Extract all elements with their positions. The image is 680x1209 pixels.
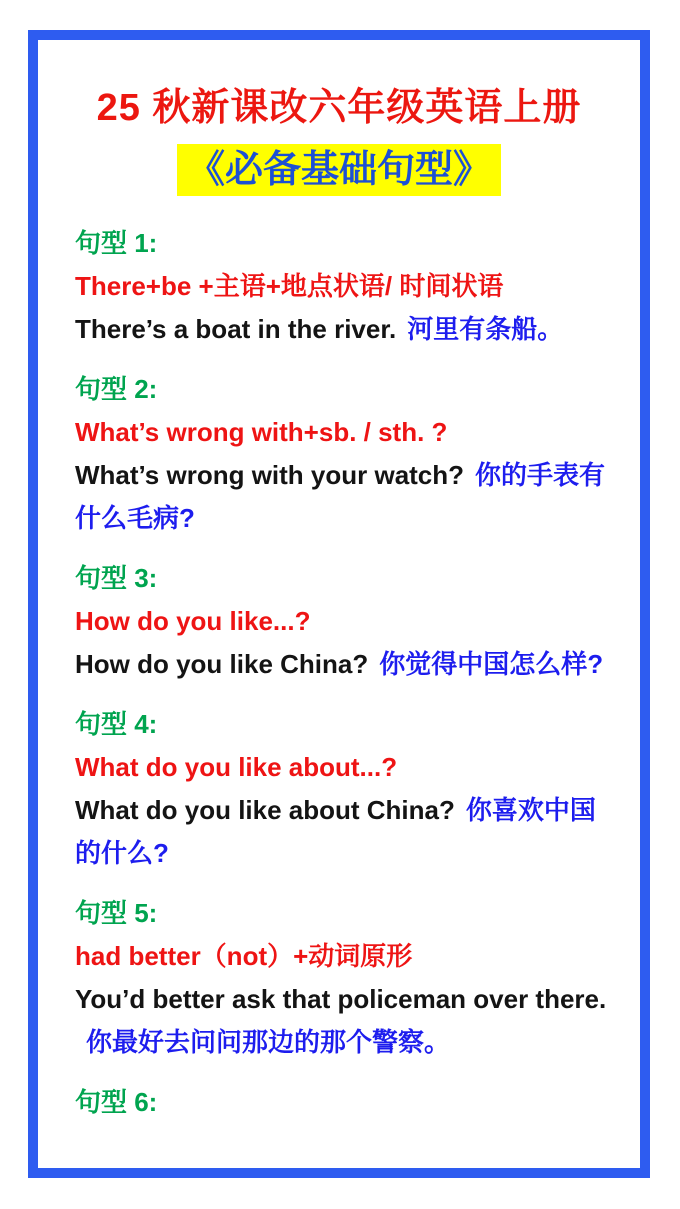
example-english: What do you like about China?: [75, 795, 455, 825]
pattern-section: [75, 368, 614, 540]
section-label: 句型 6:: [75, 1087, 158, 1117]
example-translation: 河里有条船。: [407, 314, 564, 344]
page-title: 25 秋新课改六年级英语上册: [96, 87, 582, 129]
pattern-section: [75, 892, 614, 1064]
page-subtitle-highlight: 《必备基础句型》: [177, 144, 501, 196]
section-label: 句型 5:: [75, 898, 158, 928]
pattern-formula: had better（not）+动词原形: [75, 941, 413, 971]
example-sentence: [75, 789, 614, 875]
section-label: 句型 4:: [75, 709, 158, 739]
example-sentence: [75, 454, 614, 540]
example-translation: 你的手表有什么毛病?: [75, 460, 606, 533]
example-english: You’d better ask that policeman over there.: [75, 984, 607, 1014]
pattern-section: [75, 557, 614, 686]
pattern-formula: What’s wrong with+sb. / sth. ?: [75, 417, 448, 447]
example-translation: 你最好去问问那边的那个警察。: [86, 1027, 451, 1057]
section-label: 句型 1:: [75, 228, 158, 258]
example-translation: 你喜欢中国的什么?: [75, 795, 596, 868]
example-english: How do you like China?: [75, 649, 369, 679]
pattern-formula: What do you like about...?: [75, 752, 398, 782]
pattern-section: [75, 222, 614, 351]
subtitle-row: [38, 144, 640, 196]
content-frame: [28, 30, 650, 1178]
example-sentence: [75, 643, 614, 686]
section-label: 句型 2:: [75, 374, 158, 404]
example-translation: 你觉得中国怎么样?: [379, 649, 604, 679]
section-label: 句型 3:: [75, 563, 158, 593]
pattern-formula: There+be +主语+地点状语/ 时间状语: [75, 271, 504, 301]
pattern-section: [75, 703, 614, 875]
example-sentence: [75, 978, 614, 1064]
example-english: What’s wrong with your watch?: [75, 460, 465, 490]
pattern-section: [75, 1081, 614, 1124]
example-english: There’s a boat in the river.: [75, 314, 397, 344]
pattern-formula: How do you like...?: [75, 606, 311, 636]
example-sentence: [75, 308, 614, 351]
sections-container: [75, 222, 614, 1124]
